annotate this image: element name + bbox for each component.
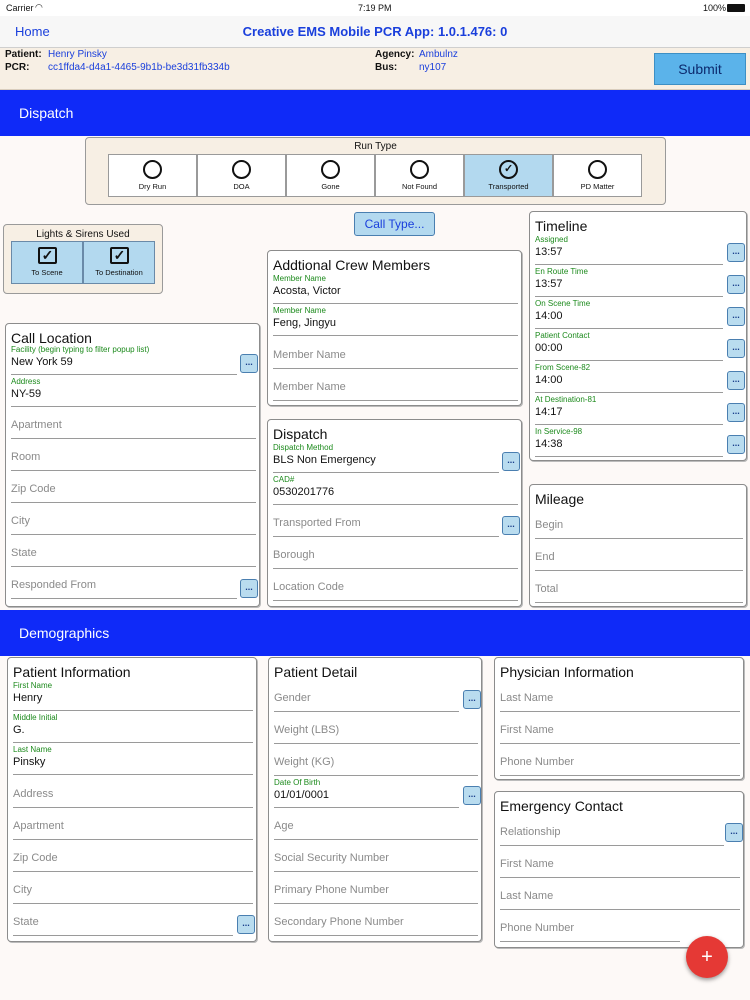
zip-code-field[interactable] [11, 471, 256, 503]
emergency-contact-title: Emergency Contact [500, 798, 623, 814]
patient-state-field[interactable] [13, 904, 233, 936]
end-placeholder: End [535, 551, 555, 563]
responded-from-picker-button[interactable]: ... [240, 579, 258, 598]
pcr-id: cc1ffda4-d4a1-4465-9b1b-be3d31fb334b [48, 62, 230, 73]
crew-members-title: Addtional Crew Members [273, 257, 431, 273]
transported-from-field[interactable] [273, 505, 499, 537]
checkbox-checked-icon: ✓ [38, 247, 57, 264]
weight-lbs-field[interactable] [274, 712, 478, 744]
crew-member-2-field[interactable] [273, 304, 518, 336]
bus-id: ny107 [419, 62, 447, 73]
facility-value: New York 59 [11, 356, 73, 368]
emergency-first-name-field[interactable] [500, 846, 740, 878]
cad-value: 0530201776 [273, 486, 335, 498]
run-type-label: Transported [488, 182, 529, 191]
facility-label: Facility (begin typing to filter popup list) [11, 345, 150, 354]
timeline-en-route-field[interactable] [535, 265, 723, 297]
phone-placeholder: Phone Number [500, 756, 574, 768]
emergency-last-name-field[interactable] [500, 878, 740, 910]
en-route-time-picker-button[interactable]: ... [727, 275, 745, 294]
timeline-panel [529, 211, 747, 461]
dispatch-method-picker-button[interactable]: ... [502, 452, 520, 471]
patient-contact-time-picker-button[interactable]: ... [727, 339, 745, 358]
demographics-section-header [0, 610, 750, 656]
mileage-total-field[interactable] [535, 571, 743, 603]
address-placeholder: Address [13, 788, 54, 800]
member-name-value: Feng, Jingyu [273, 317, 336, 329]
middle-initial-label: Middle Initial [13, 713, 58, 722]
timeline-title: Timeline [535, 218, 588, 234]
patient-label: Patient: [5, 49, 42, 60]
zip-placeholder: Zip Code [13, 852, 58, 864]
patient-information-title: Patient Information [13, 664, 131, 680]
timeline-at-destination-field[interactable] [535, 393, 723, 425]
timeline-from-scene-field[interactable] [535, 361, 723, 393]
at-destination-time-picker-button[interactable]: ... [727, 403, 745, 422]
location-code-field[interactable] [273, 569, 518, 601]
apartment-field[interactable] [11, 407, 256, 439]
responded-from-field[interactable] [11, 567, 237, 599]
state-placeholder: State [11, 547, 37, 559]
from-scene-time-picker-button[interactable]: ... [727, 371, 745, 390]
run-type-not-found[interactable] [375, 154, 464, 197]
patient-info-bar [0, 48, 750, 90]
physician-phone-field[interactable] [500, 744, 740, 776]
clock: 7:19 PM [358, 3, 392, 13]
responded-from-placeholder: Responded From [11, 579, 96, 591]
apartment-placeholder: Apartment [11, 419, 62, 431]
radio-circle-icon [588, 160, 607, 179]
patient-detail-panel [268, 657, 482, 942]
member-name-placeholder: Member Name [273, 349, 346, 361]
last-name-label: Last Name [13, 745, 52, 754]
state-placeholder: State [13, 916, 39, 928]
run-type-gone[interactable] [286, 154, 375, 197]
phone-placeholder: Phone Number [500, 922, 574, 934]
weight-kg-field[interactable] [274, 744, 478, 776]
wifi-icon: ◠ [35, 2, 43, 12]
location-code-placeholder: Location Code [273, 581, 344, 593]
patient-address-field[interactable] [13, 776, 253, 808]
age-placeholder: Age [274, 820, 294, 832]
city-placeholder: City [11, 515, 30, 527]
transported-from-placeholder: Transported From [273, 517, 361, 529]
run-type-dry-run[interactable] [108, 154, 197, 197]
ssn-placeholder: Social Security Number [274, 852, 389, 864]
timeline-label: En Route Time [535, 267, 588, 276]
lights-sirens-title: Lights & Sirens Used [36, 229, 130, 240]
run-type-transported[interactable] [464, 154, 553, 197]
call-location-title: Call Location [11, 330, 92, 346]
checkbox-checked-icon: ✓ [110, 247, 129, 264]
cad-field[interactable] [273, 473, 518, 505]
dispatch-method-value: BLS Non Emergency [273, 454, 376, 466]
first-name-placeholder: First Name [500, 858, 554, 870]
dispatch-method-field[interactable] [273, 441, 499, 473]
primary-phone-field[interactable] [274, 872, 478, 904]
address-label: Address [11, 377, 41, 386]
run-type-pd-matter[interactable] [553, 154, 642, 197]
on-scene-time-picker-button[interactable]: ... [727, 307, 745, 326]
timeline-label: Patient Contact [535, 331, 590, 340]
dispatch-method-label: Dispatch Method [273, 443, 334, 452]
radio-circle-icon [232, 160, 251, 179]
member-name-value: Acosta, Victor [273, 285, 341, 297]
call-location-panel [5, 323, 260, 607]
run-type-title: Run Type [354, 141, 397, 152]
to-scene-toggle[interactable] [11, 241, 83, 284]
dob-value: 01/01/0001 [274, 789, 330, 801]
patient-city-field[interactable] [13, 872, 253, 904]
run-type-panel [85, 137, 666, 205]
mileage-title: Mileage [535, 491, 585, 507]
call-type-button[interactable]: Call Type... [354, 212, 435, 236]
facility-picker-button[interactable]: ... [240, 354, 258, 373]
relationship-picker-button[interactable]: ... [725, 823, 743, 842]
dispatch-details-panel [267, 419, 522, 607]
dispatch-section-title: Dispatch [19, 105, 74, 121]
radio-circle-icon [321, 160, 340, 179]
patient-apartment-field[interactable] [13, 808, 253, 840]
middle-initial-value: G. [13, 724, 25, 736]
physician-last-name-field[interactable] [500, 680, 740, 712]
state-field[interactable] [11, 535, 256, 567]
dispatch-details-title: Dispatch [273, 426, 328, 442]
weight-lbs-placeholder: Weight (LBS) [274, 724, 340, 736]
run-type-label: PD Matter [580, 182, 615, 191]
physician-information-panel [494, 657, 744, 780]
radio-circle-icon [143, 160, 162, 179]
timeline-label: At Destination-81 [535, 395, 597, 404]
agency-name: Ambulnz [419, 49, 458, 60]
battery-percent: 100% [703, 3, 727, 13]
submit-button[interactable]: Submit [654, 53, 746, 85]
room-placeholder: Room [11, 451, 41, 463]
date-of-birth-field[interactable] [274, 776, 459, 808]
first-name-label: First Name [13, 681, 53, 690]
timeline-value: 14:00 [535, 374, 563, 386]
to-destination-label: To Destination [95, 268, 143, 277]
secondary-phone-placeholder: Secondary Phone Number [274, 916, 404, 928]
facility-field[interactable] [11, 343, 237, 375]
weight-kg-placeholder: Weight (KG) [274, 756, 335, 768]
city-field[interactable] [11, 503, 256, 535]
gender-picker-button[interactable]: ... [463, 690, 481, 709]
dob-label: Date Of Birth [274, 778, 321, 787]
last-name-placeholder: Last Name [500, 890, 554, 902]
relationship-field[interactable] [500, 814, 724, 846]
middle-initial-field[interactable] [13, 711, 253, 743]
timeline-value: 14:38 [535, 438, 563, 450]
last-name-value: Pinsky [13, 756, 46, 768]
patient-zip-field[interactable] [13, 840, 253, 872]
borough-field[interactable] [273, 537, 518, 569]
secondary-phone-field[interactable] [274, 904, 478, 936]
city-placeholder: City [13, 884, 32, 896]
run-type-label: DOA [233, 182, 250, 191]
relationship-placeholder: Relationship [500, 826, 561, 838]
patient-state-picker-button[interactable]: ... [237, 915, 255, 934]
primary-phone-placeholder: Primary Phone Number [274, 884, 389, 896]
timeline-patient-contact-field[interactable] [535, 329, 723, 361]
pcr-label: PCR: [5, 62, 30, 73]
run-type-doa[interactable] [197, 154, 286, 197]
emergency-phone-field[interactable] [500, 910, 680, 942]
timeline-value: 14:00 [535, 310, 563, 322]
gender-placeholder: Gender [274, 692, 311, 704]
age-field[interactable] [274, 808, 478, 840]
crew-member-3-field[interactable] [273, 337, 518, 369]
status-bar [0, 0, 750, 16]
dispatch-section-header [0, 90, 750, 136]
bus-label: Bus: [375, 62, 398, 73]
member-name-label: Member Name [273, 274, 326, 283]
timeline-label: From Scene-82 [535, 363, 591, 372]
mileage-begin-field[interactable] [535, 507, 743, 539]
run-type-label: Dry Run [138, 182, 167, 191]
timeline-assigned-field[interactable] [535, 233, 723, 265]
timeline-label: On Scene Time [535, 299, 591, 308]
timeline-value: 14:17 [535, 406, 563, 418]
first-name-field[interactable] [13, 679, 253, 711]
radio-checked-icon: ✓ [499, 160, 518, 179]
address-value: NY-59 [11, 388, 42, 400]
home-button[interactable]: Home [15, 24, 50, 39]
timeline-label: Assigned [535, 235, 568, 244]
timeline-in-service-field[interactable] [535, 425, 723, 457]
mileage-end-field[interactable] [535, 539, 743, 571]
patient-detail-title: Patient Detail [274, 664, 358, 680]
cad-label: CAD# [273, 475, 295, 484]
dob-picker-button[interactable]: ... [463, 786, 481, 805]
zip-placeholder: Zip Code [11, 483, 56, 495]
crew-member-4-field[interactable] [273, 369, 518, 401]
physician-first-name-field[interactable] [500, 712, 740, 744]
timeline-value: 13:57 [535, 246, 563, 258]
crew-member-1-field[interactable] [273, 272, 518, 304]
agency-label: Agency: [375, 49, 415, 60]
last-name-field[interactable] [13, 743, 253, 775]
timeline-value: 13:57 [535, 278, 563, 290]
ssn-field[interactable] [274, 840, 478, 872]
carrier-label: Carrier [6, 3, 34, 13]
to-destination-toggle[interactable] [83, 241, 155, 284]
to-scene-label: To Scene [31, 268, 63, 277]
timeline-label: In Service-98 [535, 427, 583, 436]
add-fab-button[interactable]: + [686, 936, 728, 978]
radio-circle-icon [410, 160, 429, 179]
crew-members-panel [267, 250, 522, 406]
timeline-on-scene-field[interactable] [535, 297, 723, 329]
run-type-label: Not Found [401, 182, 438, 191]
run-type-label: Gone [321, 182, 340, 191]
room-field[interactable] [11, 439, 256, 471]
patient-name: Henry Pinsky [48, 49, 107, 60]
in-service-time-picker-button[interactable]: ... [727, 435, 745, 454]
emergency-contact-panel [494, 791, 744, 948]
total-placeholder: Total [535, 583, 559, 595]
lights-sirens-panel [3, 224, 163, 294]
apartment-placeholder: Apartment [13, 820, 64, 832]
first-name-placeholder: First Name [500, 724, 554, 736]
member-name-label: Member Name [273, 306, 326, 315]
timeline-value: 00:00 [535, 342, 563, 354]
app-title: Creative EMS Mobile PCR App: 1.0.1.476: 0 [242, 24, 508, 39]
battery-icon [727, 4, 745, 12]
gender-field[interactable] [274, 680, 459, 712]
first-name-value: Henry [13, 692, 43, 704]
last-name-placeholder: Last Name [500, 692, 554, 704]
patient-information-panel [7, 657, 257, 942]
nav-bar [0, 16, 750, 48]
address-field[interactable] [11, 375, 256, 407]
assigned-time-picker-button[interactable]: ... [727, 243, 745, 262]
physician-information-title: Physician Information [500, 664, 634, 680]
member-name-placeholder: Member Name [273, 381, 346, 393]
transported-from-picker-button[interactable]: ... [502, 516, 520, 535]
demographics-section-title: Demographics [19, 625, 110, 641]
borough-placeholder: Borough [273, 549, 315, 561]
mileage-panel [529, 484, 747, 607]
begin-placeholder: Begin [535, 519, 564, 531]
